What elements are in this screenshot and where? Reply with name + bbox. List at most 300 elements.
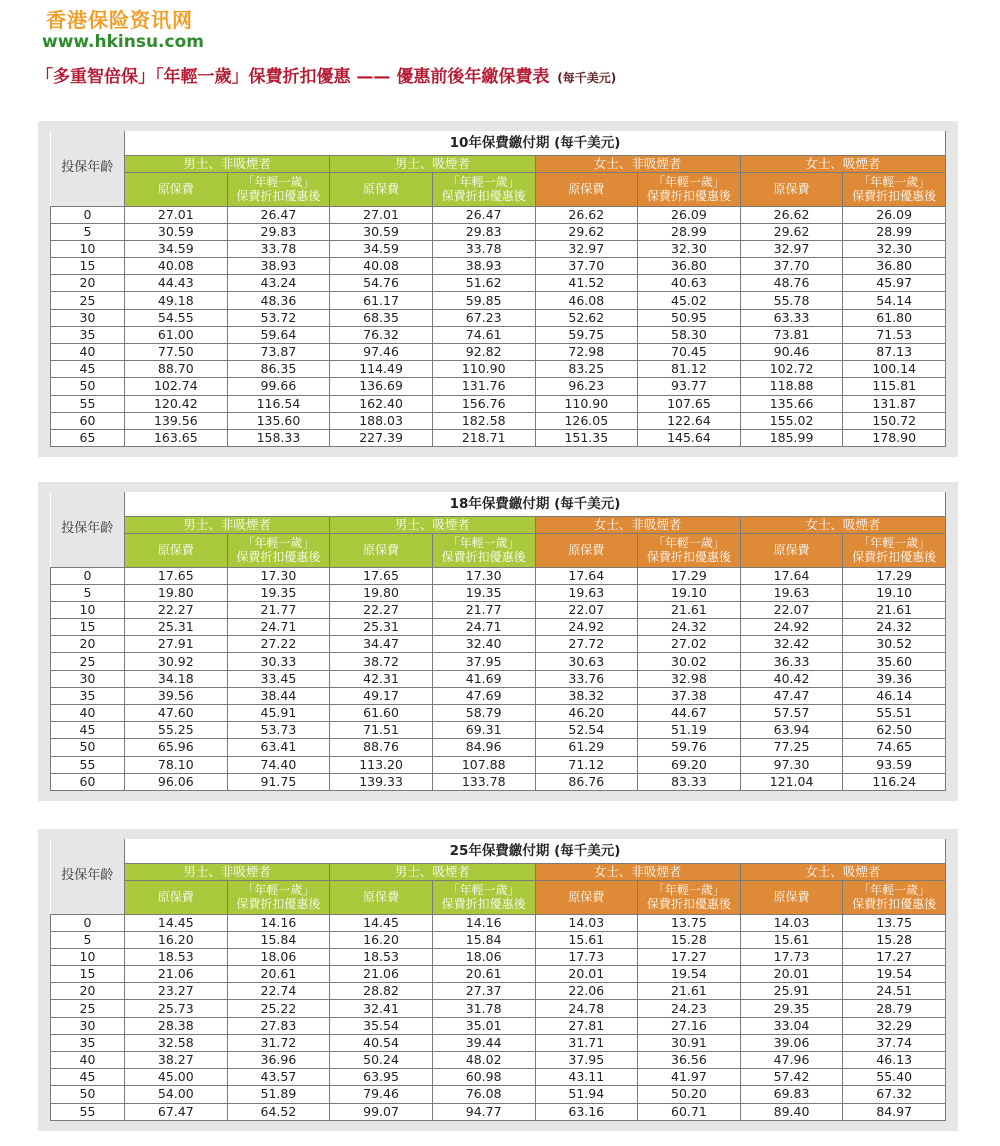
discounted-premium-cell: 156.76 xyxy=(432,395,535,412)
discounted-premium-cell: 131.87 xyxy=(843,395,946,412)
table-row xyxy=(51,670,946,687)
original-premium-cell: 50.24 xyxy=(330,1052,433,1069)
age-cell: 0 xyxy=(51,567,125,584)
table-row xyxy=(51,1103,946,1120)
original-premium-cell: 14.45 xyxy=(125,914,228,931)
discounted-premium-header xyxy=(843,880,946,914)
discounted-premium-cell: 19.10 xyxy=(638,584,741,601)
original-premium-cell: 22.07 xyxy=(740,601,843,618)
original-premium-cell: 25.91 xyxy=(740,983,843,1000)
discounted-premium-cell: 145.64 xyxy=(638,429,741,446)
original-premium-header: 原保費 xyxy=(535,533,638,567)
discounted-premium-cell: 51.89 xyxy=(227,1086,330,1103)
discounted-premium-cell: 24.23 xyxy=(638,1000,741,1017)
original-premium-cell: 29.35 xyxy=(740,1000,843,1017)
original-premium-cell: 42.31 xyxy=(330,670,433,687)
original-premium-cell: 136.69 xyxy=(330,378,433,395)
group-female-smoker: 女士、吸煙者 xyxy=(740,516,945,533)
age-cell: 35 xyxy=(51,326,125,343)
table-row xyxy=(51,1034,946,1051)
group-female-smoker: 女士、吸煙者 xyxy=(740,863,945,880)
discounted-premium-cell: 107.88 xyxy=(432,756,535,773)
discounted-premium-cell: 25.22 xyxy=(227,1000,330,1017)
age-cell: 15 xyxy=(51,619,125,636)
original-premium-cell: 17.65 xyxy=(125,567,228,584)
discounted-premium-cell: 35.60 xyxy=(843,653,946,670)
original-premium-cell: 86.76 xyxy=(535,773,638,790)
original-premium-cell: 155.02 xyxy=(740,412,843,429)
discounted-premium-cell: 63.41 xyxy=(227,739,330,756)
original-premium-cell: 23.27 xyxy=(125,983,228,1000)
table-row xyxy=(51,378,946,395)
discounted-premium-cell: 178.90 xyxy=(843,429,946,446)
original-premium-cell: 32.42 xyxy=(740,636,843,653)
original-premium-cell: 163.65 xyxy=(125,429,228,446)
original-premium-cell: 57.57 xyxy=(740,705,843,722)
discounted-premium-cell: 133.78 xyxy=(432,773,535,790)
table-row xyxy=(51,966,946,983)
original-premium-cell: 61.00 xyxy=(125,326,228,343)
discounted-premium-cell: 122.64 xyxy=(638,412,741,429)
age-cell: 55 xyxy=(51,756,125,773)
discounted-premium-cell: 26.47 xyxy=(432,206,535,223)
discounted-premium-cell: 59.76 xyxy=(638,739,741,756)
age-cell: 0 xyxy=(51,206,125,223)
original-premium-cell: 69.83 xyxy=(740,1086,843,1103)
age-cell: 40 xyxy=(51,1052,125,1069)
premium-table xyxy=(50,492,946,791)
original-premium-cell: 22.07 xyxy=(535,601,638,618)
age-cell: 25 xyxy=(51,653,125,670)
discounted-premium-cell: 18.06 xyxy=(227,948,330,965)
original-premium-cell: 24.78 xyxy=(535,1000,638,1017)
original-premium-cell: 30.63 xyxy=(535,653,638,670)
original-premium-cell: 120.42 xyxy=(125,395,228,412)
age-cell: 45 xyxy=(51,722,125,739)
original-premium-cell: 102.74 xyxy=(125,378,228,395)
original-premium-cell: 188.03 xyxy=(330,412,433,429)
original-premium-cell: 88.70 xyxy=(125,361,228,378)
discounted-premium-cell: 69.31 xyxy=(432,722,535,739)
group-male-nonsmoker: 男士、非吸煙者 xyxy=(125,516,330,533)
discounted-premium-cell: 28.79 xyxy=(843,1000,946,1017)
original-premium-cell: 47.96 xyxy=(740,1052,843,1069)
discounted-premium-cell: 115.81 xyxy=(843,378,946,395)
original-premium-cell: 20.01 xyxy=(535,966,638,983)
logo-url-text: www.hkinsu.com xyxy=(42,32,204,52)
age-cell: 20 xyxy=(51,636,125,653)
age-cell: 15 xyxy=(51,258,125,275)
discounted-premium-cell: 62.50 xyxy=(843,722,946,739)
original-premium-cell: 113.20 xyxy=(330,756,433,773)
table-row xyxy=(51,1017,946,1034)
page-title-unit: (每千美元) xyxy=(557,71,617,85)
discounted-premium-cell: 116.54 xyxy=(227,395,330,412)
original-premium-cell: 41.52 xyxy=(535,275,638,292)
discounted-premium-cell: 99.66 xyxy=(227,378,330,395)
discounted-premium-cell: 13.75 xyxy=(638,914,741,931)
age-cell: 50 xyxy=(51,739,125,756)
table-row xyxy=(51,601,946,618)
discounted-premium-cell: 17.29 xyxy=(843,567,946,584)
discounted-premium-cell: 20.61 xyxy=(432,966,535,983)
original-premium-cell: 30.59 xyxy=(330,223,433,240)
age-cell: 5 xyxy=(51,223,125,240)
original-premium-cell: 14.03 xyxy=(740,914,843,931)
original-premium-cell: 32.97 xyxy=(740,240,843,257)
page-title-text: 「多重智倍保」「年輕一歲」保費折扣優惠 —— 優惠前後年繳保費表 xyxy=(36,67,550,87)
original-premium-cell: 227.39 xyxy=(330,429,433,446)
discounted-premium-cell: 37.95 xyxy=(432,653,535,670)
discounted-premium-cell: 58.30 xyxy=(638,326,741,343)
table-row xyxy=(51,1086,946,1103)
original-premium-cell: 19.63 xyxy=(535,584,638,601)
discounted-premium-cell: 36.56 xyxy=(638,1052,741,1069)
discounted-premium-header xyxy=(227,172,330,206)
discounted-premium-cell: 44.67 xyxy=(638,705,741,722)
age-cell: 20 xyxy=(51,275,125,292)
original-premium-cell: 16.20 xyxy=(330,931,433,948)
discounted-premium-cell: 135.60 xyxy=(227,412,330,429)
discounted-premium-cell: 46.13 xyxy=(843,1052,946,1069)
discounted-premium-cell: 51.62 xyxy=(432,275,535,292)
original-premium-cell: 14.03 xyxy=(535,914,638,931)
original-premium-cell: 55.25 xyxy=(125,722,228,739)
original-premium-cell: 52.54 xyxy=(535,722,638,739)
table-row xyxy=(51,223,946,240)
original-premium-header: 原保費 xyxy=(125,172,228,206)
original-premium-cell: 63.16 xyxy=(535,1103,638,1120)
discount-label-line2: 保費折扣優惠後 xyxy=(852,897,937,911)
discount-label-line1: 「年輕一歲」 xyxy=(447,536,520,550)
original-premium-cell: 30.59 xyxy=(125,223,228,240)
table-row xyxy=(51,412,946,429)
original-premium-cell: 27.01 xyxy=(125,206,228,223)
discount-label-line1: 「年輕一歲」 xyxy=(242,536,315,550)
discount-label-line1: 「年輕一歲」 xyxy=(652,536,725,550)
original-premium-cell: 71.12 xyxy=(535,756,638,773)
discount-label-line2: 保費折扣優惠後 xyxy=(646,897,731,911)
original-premium-cell: 15.61 xyxy=(740,931,843,948)
age-cell: 25 xyxy=(51,292,125,309)
original-premium-cell: 32.58 xyxy=(125,1034,228,1051)
age-header: 投保年齡 xyxy=(51,492,125,567)
discount-label-line1: 「年輕一歲」 xyxy=(447,175,520,189)
discounted-premium-cell: 150.72 xyxy=(843,412,946,429)
discounted-premium-cell: 41.69 xyxy=(432,670,535,687)
original-premium-cell: 65.96 xyxy=(125,739,228,756)
discounted-premium-cell: 32.30 xyxy=(843,240,946,257)
page-title xyxy=(36,62,616,87)
original-premium-cell: 21.06 xyxy=(330,966,433,983)
discounted-premium-cell: 84.97 xyxy=(843,1103,946,1120)
table-row xyxy=(51,619,946,636)
original-premium-cell: 57.42 xyxy=(740,1069,843,1086)
discounted-premium-cell: 33.45 xyxy=(227,670,330,687)
original-premium-cell: 14.45 xyxy=(330,914,433,931)
group-male-nonsmoker: 男士、非吸煙者 xyxy=(125,155,330,172)
original-premium-cell: 46.20 xyxy=(535,705,638,722)
original-premium-cell: 27.91 xyxy=(125,636,228,653)
group-male-smoker: 男士、吸煙者 xyxy=(330,155,535,172)
discounted-premium-header xyxy=(638,172,741,206)
age-cell: 45 xyxy=(51,361,125,378)
discounted-premium-cell: 24.71 xyxy=(227,619,330,636)
discounted-premium-cell: 91.75 xyxy=(227,773,330,790)
original-premium-cell: 37.70 xyxy=(740,258,843,275)
discounted-premium-header xyxy=(843,172,946,206)
discounted-premium-cell: 93.59 xyxy=(843,756,946,773)
table-row xyxy=(51,1069,946,1086)
discounted-premium-header xyxy=(227,533,330,567)
age-cell: 60 xyxy=(51,412,125,429)
original-premium-cell: 55.78 xyxy=(740,292,843,309)
discounted-premium-cell: 39.44 xyxy=(432,1034,535,1051)
original-premium-header: 原保費 xyxy=(330,533,433,567)
table-row xyxy=(51,931,946,948)
original-premium-cell: 72.98 xyxy=(535,344,638,361)
discounted-premium-cell: 67.32 xyxy=(843,1086,946,1103)
original-premium-cell: 40.08 xyxy=(125,258,228,275)
discounted-premium-cell: 73.87 xyxy=(227,344,330,361)
discounted-premium-cell: 32.30 xyxy=(638,240,741,257)
original-premium-cell: 49.18 xyxy=(125,292,228,309)
original-premium-header: 原保費 xyxy=(740,533,843,567)
original-premium-cell: 32.97 xyxy=(535,240,638,257)
discounted-premium-cell: 45.02 xyxy=(638,292,741,309)
discounted-premium-cell: 131.76 xyxy=(432,378,535,395)
discounted-premium-cell: 48.36 xyxy=(227,292,330,309)
original-premium-cell: 126.05 xyxy=(535,412,638,429)
original-premium-cell: 34.18 xyxy=(125,670,228,687)
original-premium-header: 原保費 xyxy=(330,172,433,206)
discounted-premium-cell: 86.35 xyxy=(227,361,330,378)
discounted-premium-cell: 17.30 xyxy=(432,567,535,584)
discounted-premium-cell: 41.97 xyxy=(638,1069,741,1086)
discounted-premium-cell: 50.20 xyxy=(638,1086,741,1103)
original-premium-cell: 96.23 xyxy=(535,378,638,395)
original-premium-cell: 37.70 xyxy=(535,258,638,275)
original-premium-cell: 17.73 xyxy=(535,948,638,965)
original-premium-cell: 47.47 xyxy=(740,687,843,704)
original-premium-cell: 34.47 xyxy=(330,636,433,653)
age-cell: 40 xyxy=(51,705,125,722)
age-cell: 50 xyxy=(51,1086,125,1103)
table-row xyxy=(51,914,946,931)
original-premium-cell: 33.04 xyxy=(740,1017,843,1034)
original-premium-cell: 110.90 xyxy=(535,395,638,412)
original-premium-cell: 45.00 xyxy=(125,1069,228,1086)
table-row xyxy=(51,584,946,601)
discounted-premium-cell: 45.91 xyxy=(227,705,330,722)
age-cell: 0 xyxy=(51,914,125,931)
original-premium-cell: 54.00 xyxy=(125,1086,228,1103)
original-premium-cell: 46.08 xyxy=(535,292,638,309)
group-male-smoker: 男士、吸煙者 xyxy=(330,516,535,533)
age-cell: 50 xyxy=(51,378,125,395)
original-premium-cell: 47.60 xyxy=(125,705,228,722)
original-premium-cell: 71.51 xyxy=(330,722,433,739)
group-female-smoker: 女士、吸煙者 xyxy=(740,155,945,172)
original-premium-header: 原保費 xyxy=(740,880,843,914)
original-premium-cell: 59.75 xyxy=(535,326,638,343)
original-premium-cell: 76.32 xyxy=(330,326,433,343)
original-premium-cell: 25.31 xyxy=(125,619,228,636)
discounted-premium-cell: 38.93 xyxy=(432,258,535,275)
discounted-premium-cell: 29.83 xyxy=(432,223,535,240)
original-premium-cell: 97.30 xyxy=(740,756,843,773)
discount-label-line2: 保費折扣優惠後 xyxy=(236,550,321,564)
original-premium-cell: 54.76 xyxy=(330,275,433,292)
original-premium-cell: 48.76 xyxy=(740,275,843,292)
original-premium-cell: 38.27 xyxy=(125,1052,228,1069)
discounted-premium-cell: 38.44 xyxy=(227,687,330,704)
discount-label-line2: 保費折扣優惠後 xyxy=(236,897,321,911)
site-logo[interactable] xyxy=(42,8,204,52)
age-cell: 5 xyxy=(51,931,125,948)
original-premium-cell: 44.43 xyxy=(125,275,228,292)
original-premium-cell: 34.59 xyxy=(330,240,433,257)
discounted-premium-cell: 54.14 xyxy=(843,292,946,309)
original-premium-header: 原保費 xyxy=(330,880,433,914)
discounted-premium-cell: 60.98 xyxy=(432,1069,535,1086)
original-premium-cell: 139.33 xyxy=(330,773,433,790)
table-row xyxy=(51,326,946,343)
table-row xyxy=(51,739,946,756)
discounted-premium-cell: 13.75 xyxy=(843,914,946,931)
discounted-premium-cell: 116.24 xyxy=(843,773,946,790)
discounted-premium-cell: 24.32 xyxy=(638,619,741,636)
table-row xyxy=(51,722,946,739)
discounted-premium-cell: 218.71 xyxy=(432,429,535,446)
table-row xyxy=(51,1052,946,1069)
discounted-premium-cell: 37.38 xyxy=(638,687,741,704)
original-premium-cell: 97.46 xyxy=(330,344,433,361)
discounted-premium-cell: 92.82 xyxy=(432,344,535,361)
original-premium-cell: 77.50 xyxy=(125,344,228,361)
discounted-premium-cell: 60.71 xyxy=(638,1103,741,1120)
original-premium-cell: 22.27 xyxy=(330,601,433,618)
original-premium-cell: 135.66 xyxy=(740,395,843,412)
age-cell: 45 xyxy=(51,1069,125,1086)
original-premium-cell: 88.76 xyxy=(330,739,433,756)
discounted-premium-cell: 36.96 xyxy=(227,1052,330,1069)
discounted-premium-cell: 30.02 xyxy=(638,653,741,670)
original-premium-cell: 17.64 xyxy=(740,567,843,584)
discounted-premium-cell: 74.61 xyxy=(432,326,535,343)
discounted-premium-cell: 67.23 xyxy=(432,309,535,326)
original-premium-cell: 40.42 xyxy=(740,670,843,687)
original-premium-cell: 102.72 xyxy=(740,361,843,378)
discount-label-line1: 「年輕一歲」 xyxy=(858,883,931,897)
age-cell: 65 xyxy=(51,429,125,446)
discounted-premium-header xyxy=(638,880,741,914)
original-premium-cell: 19.80 xyxy=(125,584,228,601)
discounted-premium-cell: 15.84 xyxy=(432,931,535,948)
original-premium-header: 原保費 xyxy=(125,880,228,914)
discounted-premium-cell: 100.14 xyxy=(843,361,946,378)
discounted-premium-cell: 18.06 xyxy=(432,948,535,965)
discounted-premium-cell: 59.85 xyxy=(432,292,535,309)
original-premium-cell: 29.62 xyxy=(535,223,638,240)
age-cell: 40 xyxy=(51,344,125,361)
original-premium-cell: 90.46 xyxy=(740,344,843,361)
table-row xyxy=(51,756,946,773)
discounted-premium-cell: 32.40 xyxy=(432,636,535,653)
discounted-premium-cell: 74.40 xyxy=(227,756,330,773)
discounted-premium-cell: 27.02 xyxy=(638,636,741,653)
discounted-premium-cell: 45.97 xyxy=(843,275,946,292)
discounted-premium-cell: 15.28 xyxy=(638,931,741,948)
group-female-nonsmoker: 女士、非吸煙者 xyxy=(535,155,740,172)
discounted-premium-cell: 50.95 xyxy=(638,309,741,326)
discount-label-line2: 保費折扣優惠後 xyxy=(646,550,731,564)
age-cell: 10 xyxy=(51,601,125,618)
discounted-premium-header xyxy=(227,880,330,914)
discounted-premium-cell: 21.77 xyxy=(227,601,330,618)
age-cell: 30 xyxy=(51,1017,125,1034)
discounted-premium-cell: 51.19 xyxy=(638,722,741,739)
discounted-premium-cell: 58.79 xyxy=(432,705,535,722)
discounted-premium-cell: 15.28 xyxy=(843,931,946,948)
original-premium-cell: 29.62 xyxy=(740,223,843,240)
table-row xyxy=(51,240,946,257)
group-male-smoker: 男士、吸煙者 xyxy=(330,863,535,880)
original-premium-cell: 25.31 xyxy=(330,619,433,636)
table-row xyxy=(51,309,946,326)
age-header: 投保年齡 xyxy=(51,131,125,206)
original-premium-cell: 21.06 xyxy=(125,966,228,983)
original-premium-cell: 33.76 xyxy=(535,670,638,687)
discount-label-line1: 「年輕一歲」 xyxy=(858,175,931,189)
original-premium-cell: 79.46 xyxy=(330,1086,433,1103)
discounted-premium-cell: 69.20 xyxy=(638,756,741,773)
original-premium-cell: 39.56 xyxy=(125,687,228,704)
original-premium-cell: 22.06 xyxy=(535,983,638,1000)
discounted-premium-cell: 32.98 xyxy=(638,670,741,687)
discount-label-line1: 「年輕一歲」 xyxy=(652,883,725,897)
original-premium-cell: 54.55 xyxy=(125,309,228,326)
discounted-premium-cell: 27.83 xyxy=(227,1017,330,1034)
discounted-premium-cell: 19.10 xyxy=(843,584,946,601)
discounted-premium-cell: 35.01 xyxy=(432,1017,535,1034)
original-premium-cell: 38.72 xyxy=(330,653,433,670)
discounted-premium-cell: 27.16 xyxy=(638,1017,741,1034)
discounted-premium-cell: 21.61 xyxy=(843,601,946,618)
original-premium-cell: 34.59 xyxy=(125,240,228,257)
discounted-premium-cell: 36.80 xyxy=(843,258,946,275)
discounted-premium-cell: 28.99 xyxy=(843,223,946,240)
discounted-premium-cell: 59.64 xyxy=(227,326,330,343)
discounted-premium-cell: 36.80 xyxy=(638,258,741,275)
original-premium-cell: 22.27 xyxy=(125,601,228,618)
discounted-premium-cell: 76.08 xyxy=(432,1086,535,1103)
discount-label-line2: 保費折扣優惠後 xyxy=(236,189,321,203)
original-premium-cell: 63.95 xyxy=(330,1069,433,1086)
table-row xyxy=(51,344,946,361)
table-row xyxy=(51,636,946,653)
age-cell: 10 xyxy=(51,948,125,965)
discounted-premium-cell: 87.13 xyxy=(843,344,946,361)
discounted-premium-cell: 182.58 xyxy=(432,412,535,429)
original-premium-cell: 24.92 xyxy=(535,619,638,636)
discounted-premium-cell: 93.77 xyxy=(638,378,741,395)
discount-label-line1: 「年輕一歲」 xyxy=(242,883,315,897)
original-premium-cell: 40.54 xyxy=(330,1034,433,1051)
discounted-premium-cell: 46.14 xyxy=(843,687,946,704)
original-premium-cell: 162.40 xyxy=(330,395,433,412)
original-premium-cell: 17.65 xyxy=(330,567,433,584)
